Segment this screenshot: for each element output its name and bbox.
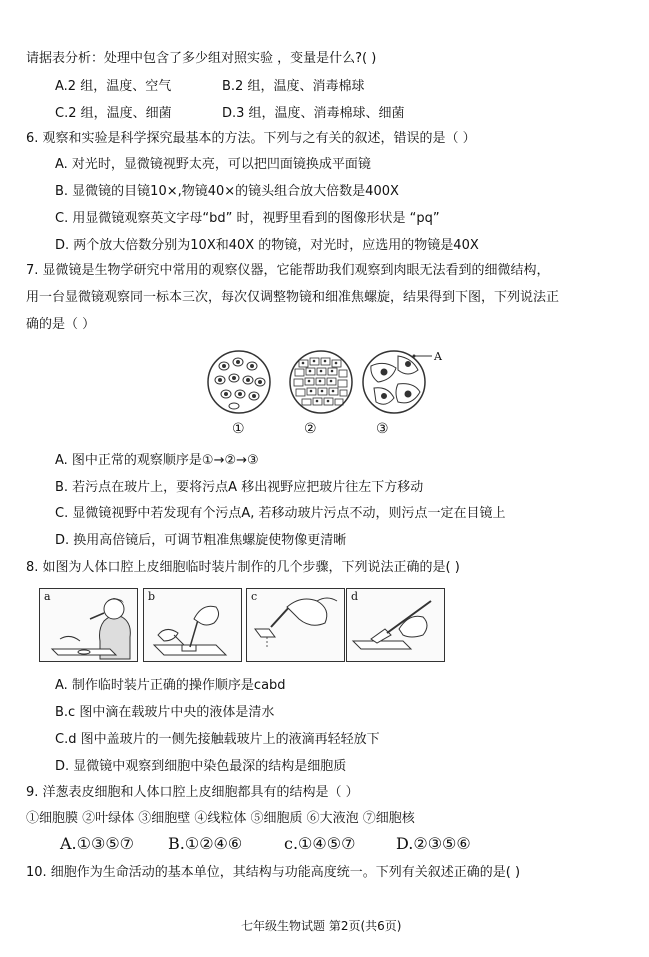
q7-question-line3: 确的是（ ） (26, 317, 96, 332)
view-3-circle (363, 351, 425, 413)
panel-label-d: d (351, 590, 359, 603)
step-panel-d (346, 588, 445, 662)
q6-option-a: A. 对光时，显微镜视野太亮，可以把凹面镜换成平面镜 (55, 157, 371, 172)
q9-option-d: D.②③⑤⑥ (396, 834, 471, 853)
figure-label-1: ① (232, 421, 245, 437)
panel-label-b: b (148, 590, 156, 603)
view-2-circle (290, 351, 352, 413)
q10-question: 10. 细胞作为生命活动的基本单位，其结构与功能高度统一。下列有关叙述正确的是( ) (26, 865, 521, 880)
step-panel-c (246, 588, 345, 662)
q9-option-c: c.①④⑤⑦ (284, 834, 356, 853)
q8-option-c: C.d 图中盖玻片的一侧先接触载玻片上的液滴再轻轻放下 (55, 732, 380, 747)
q6-option-c: C. 用显微镜观察英文字母“bd” 时，视野里看到的图像形状是 “pq” (55, 211, 440, 226)
q8-option-d: D. 显微镜中观察到细胞中染色最深的结构是细胞质 (55, 759, 347, 774)
microscope-views-figure (206, 346, 446, 418)
pointer-a-label: A (434, 350, 442, 363)
scraping-cheek-illustration (40, 589, 137, 661)
panel-label-a: a (44, 590, 51, 603)
intro-option-b: B.2 组，温度、消毒棉球 (222, 79, 365, 94)
q9-structures: ①细胞膜 ②叶绿体 ③细胞壁 ④线粒体 ⑤细胞质 ⑥大液泡 ⑦细胞核 (26, 811, 415, 826)
intro-option-d: D.3 组，温度、消毒棉球、细菌 (222, 106, 405, 121)
q7-question-line1: 7. 显微镜是生物学研究中常用的观察仪器，它能帮助我们观察到肉眼无法看到的细微结构， (26, 263, 550, 278)
step-panel-b (143, 588, 242, 662)
view-1-circle (208, 351, 270, 413)
q8-option-a: A. 制作临时装片正确的操作顺序是cabd (55, 678, 286, 693)
q7-option-d: D. 换用高倍镜后，可调节粗准焦螺旋使物像更清晰 (55, 533, 347, 548)
q8-question: 8. 如图为人体口腔上皮细胞临时装片制作的几个步骤，下列说法正确的是( ) (26, 560, 460, 575)
figure-label-3: ③ (376, 421, 389, 437)
q7-question-line2: 用一台显微镜观察同一标本三次，每次仅调整物镜和细准焦螺旋，结果得到下图，下列说法正 (26, 290, 560, 305)
q6-option-d: D. 两个放大倍数分别为10X和40X 的物镜，对光时，应选用的物镜是40X (55, 238, 479, 253)
q7-option-a: A. 图中正常的观察顺序是①→②→③ (55, 453, 259, 468)
q9-question: 9. 洋葱表皮细胞和人体口腔上皮细胞都具有的结构是（ ） (26, 785, 359, 800)
panel-label-c: c (251, 590, 258, 603)
q7-option-b: B. 若污点在玻片上，要将污点A 移出视野应把玻片往左下方移动 (55, 480, 424, 495)
intro-question: 请据表分析：处理中包含了多少组对照实验 ，变量是什么?( ) (26, 51, 377, 66)
q6-question: 6. 观察和实验是科学探究最基本的方法。下列与之有关的叙述，错误的是（ ） (26, 131, 476, 146)
covering-slip-illustration (347, 589, 444, 661)
intro-option-c: C.2 组，温度、细菌 (55, 106, 172, 121)
dropping-liquid-illustration (247, 589, 344, 661)
q9-option-b: B.①②④⑥ (168, 834, 243, 853)
intro-option-a: A.2 组，温度、空气 (55, 79, 172, 94)
q8-option-b: B.c 图中滴在载玻片中央的液体是清水 (55, 705, 275, 720)
q7-option-c: C. 显微镜视野中若发现有个污点A, 若移动玻片污点不动，则污点一定在目镜上 (55, 506, 506, 521)
step-panel-a (39, 588, 138, 662)
page-footer: 七年级生物试题 第2页(共6页) (241, 919, 402, 933)
q9-option-a: A.①③⑤⑦ (60, 834, 135, 853)
q6-option-b: B. 显微镜的目镜10×,物镜40×的镜头组合放大倍数是400X (55, 184, 399, 199)
smearing-illustration (144, 589, 241, 661)
figure-label-2: ② (304, 421, 317, 437)
